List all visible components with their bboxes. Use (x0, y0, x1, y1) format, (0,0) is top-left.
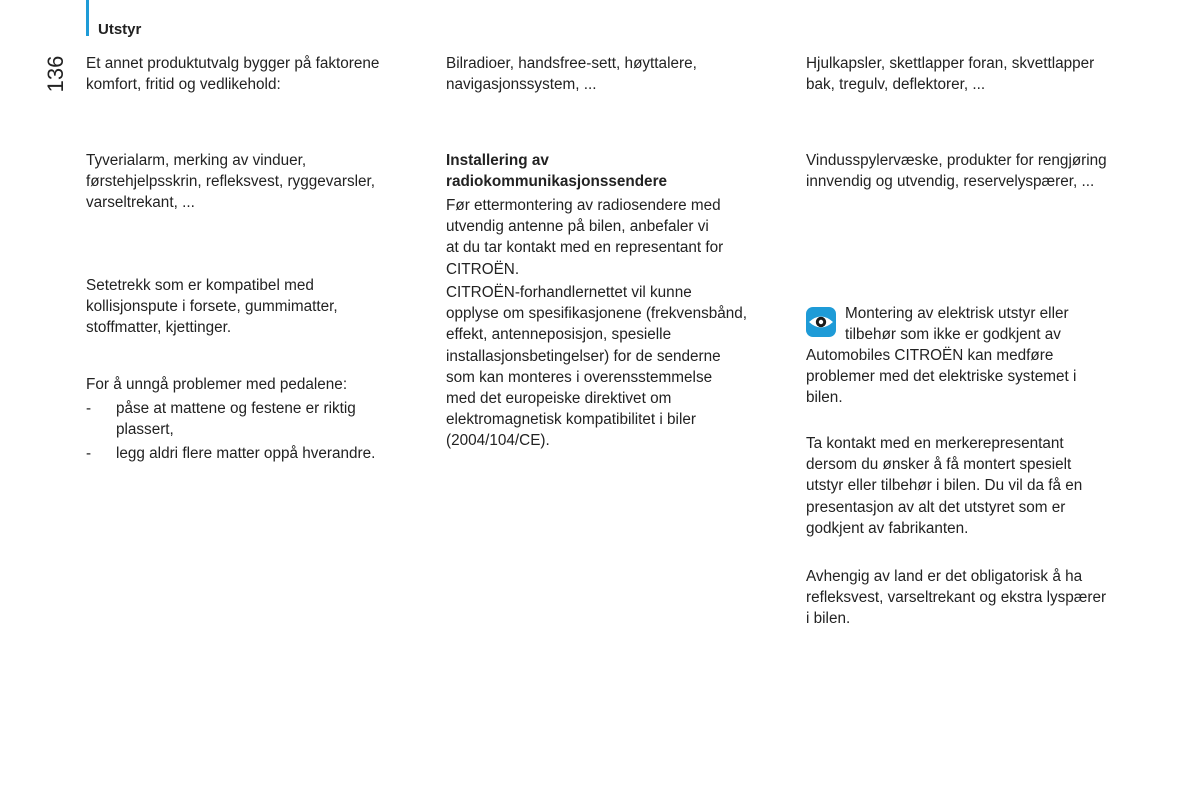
col3-exterior-paragraph (806, 53, 1094, 95)
bullet-item (116, 443, 375, 464)
text-line: stoffmatter, kjettinger. (86, 319, 232, 337)
text-line: CITROËN. (446, 260, 520, 278)
col3-mandatory-paragraph (806, 566, 1106, 630)
text-line: utvendig antenne på bilen, anbefaler vi (446, 218, 709, 236)
col1-security-paragraph (86, 150, 375, 214)
text-line: installasjonsbetingelser) for de senderne (446, 347, 721, 365)
text-line: presentasjon av alt det utstyret som er (806, 498, 1066, 516)
text-line: effekt, antenneposisjon, spesielle (446, 326, 672, 344)
col3-contact-paragraph (806, 433, 1082, 539)
text-line: plassert, (116, 421, 174, 439)
text-line: kollisjonspute i forsete, gummimatter, (86, 298, 338, 316)
text-line: CITROËN-forhandlernettet vil kunne (446, 284, 692, 301)
col1-covers-paragraph (86, 275, 338, 339)
col2-radio-paragraph (446, 195, 723, 280)
text-line: (2004/104/CE). (446, 432, 550, 450)
text-line: Et annet produktutvalg bygger på faktorene (86, 55, 380, 72)
text-line: utstyr eller tilbehør i bilen. Du vil da få en (806, 477, 1083, 495)
text-line: innvendig og utvendig, reservelyspærer, ... (806, 173, 1095, 191)
bullet-dash: - (86, 400, 92, 417)
text-line: legg aldri flere matter oppå hverandre. (116, 445, 376, 462)
col2-dealer-paragraph (446, 282, 747, 452)
text-line: Før ettermontering av radiosendere med (446, 197, 721, 214)
text-line: Avhengig av land er det obligatorisk å ha (806, 568, 1083, 585)
text-line: godkjent av fabrikanten. (806, 519, 969, 537)
text-line: med det europeiske direktivet om (446, 390, 672, 408)
text-line: komfort, fritid og vedlikehold: (86, 76, 281, 94)
text-line: elektromagnetisk kompatibilitet i biler (446, 411, 696, 429)
text-line: i bilen. (806, 610, 851, 628)
text-line: problemer med det elektriske systemet i (806, 368, 1077, 386)
text-line: at du tar kontakt med en representant for (446, 239, 724, 257)
text-line: Hjulkapsler, skettlapper foran, skvettlapper (806, 55, 1095, 72)
text-line: bilen. (806, 389, 843, 407)
text-line: Vindusspylervæske, produkter for rengjøring (806, 152, 1107, 169)
text-line: Bilradioer, handsfree-sett, høyttalere, (446, 55, 697, 72)
text-line: navigasjonssystem, ... (446, 76, 597, 94)
col2-heading (446, 150, 667, 192)
section-title: Utstyr (98, 21, 142, 38)
text-line: Setetrekk som er kompatibel med (86, 277, 314, 294)
heading-line: Installering av (446, 152, 549, 169)
bullet-dash: - (86, 445, 92, 462)
note-text-indented (845, 303, 1069, 345)
text-line: tilbehør som ikke er godkjent av (845, 326, 1061, 344)
text-line: Tyverialarm, merking av vinduer, (86, 152, 307, 169)
page-number: 136 (43, 55, 68, 93)
col2-audio-paragraph (446, 53, 697, 95)
text-line: Automobiles CITROËN kan medføre (806, 347, 1054, 364)
bullet-item (116, 398, 356, 440)
header-accent-bar (86, 0, 89, 36)
heading-line: radiokommunikasjonssendere (446, 173, 668, 191)
text-line: opplyse om spesifikasjonene (frekvensbånd, (446, 305, 748, 323)
text-line: Montering av elektrisk utstyr eller (845, 305, 1069, 322)
eye-icon (806, 307, 836, 337)
text-line: refleksvest, varseltrekant og ekstra lyspærer (806, 589, 1107, 607)
text-line: påse at mattene og festene er riktig (116, 400, 356, 417)
text-line: førstehjelpsskrin, refleksvest, ryggevarsler, (86, 173, 376, 191)
text-line: Ta kontakt med en merkerepresentant (806, 435, 1064, 452)
col1-intro-paragraph (86, 53, 379, 95)
text-line: varseltrekant, ... (86, 194, 195, 212)
note-text (806, 345, 1076, 409)
text-line: dersom du ønsker å få montert spesielt (806, 456, 1072, 474)
text-line: bak, tregulv, deflektorer, ... (806, 76, 986, 94)
text-line: som kan monteres i overensstemmelse (446, 368, 713, 386)
col1-pedals-intro: For å unngå problemer med pedalene: (86, 376, 348, 393)
col3-maintenance-paragraph (806, 150, 1107, 192)
